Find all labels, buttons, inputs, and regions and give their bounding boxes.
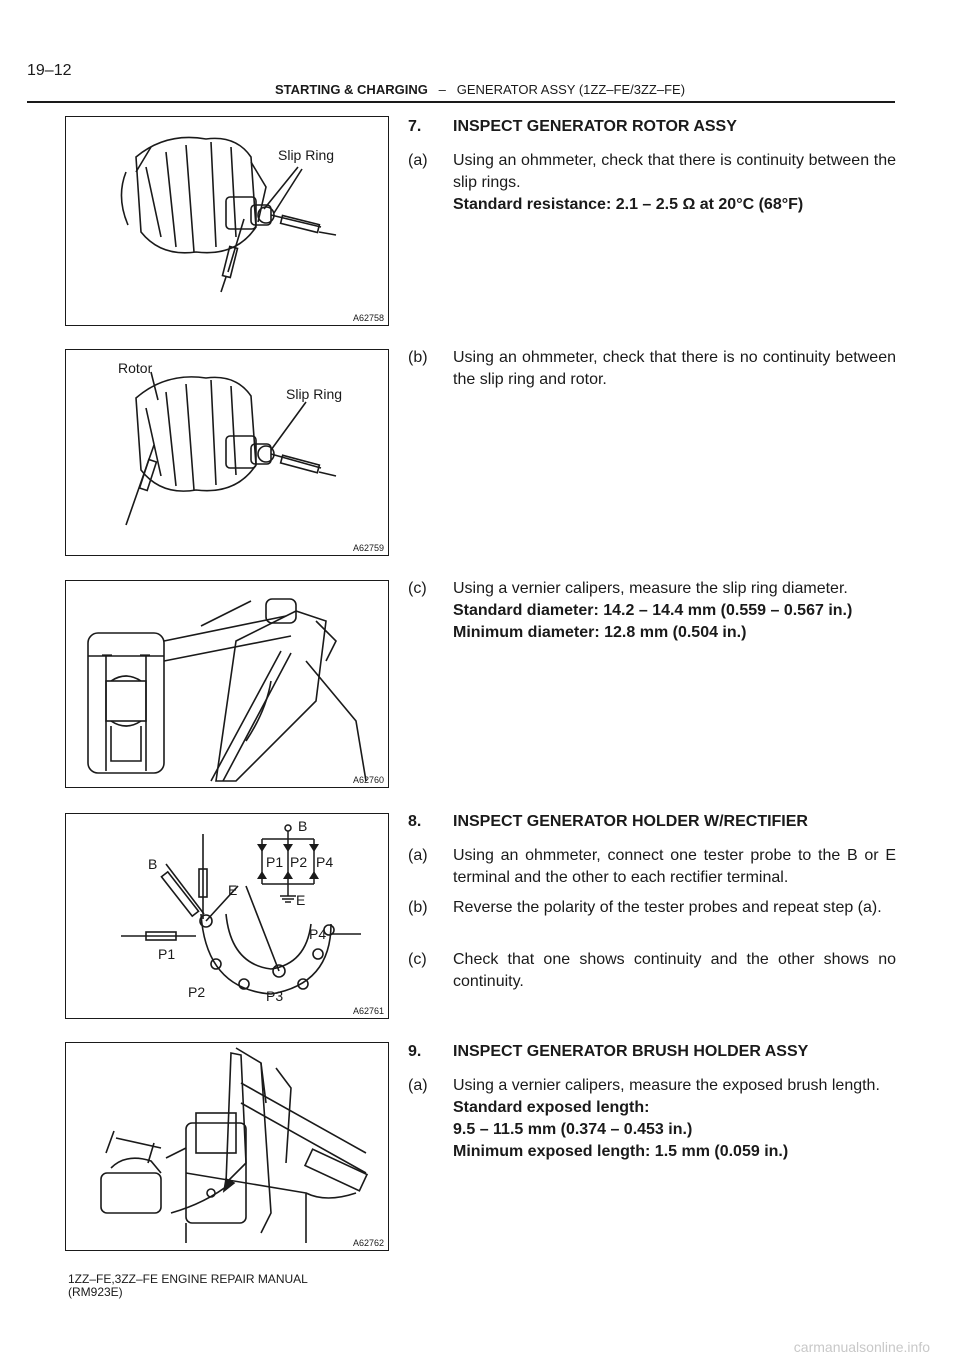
section-9 xyxy=(408,1041,896,1063)
label-e-terminal: E xyxy=(228,882,238,898)
substep-text: Using a vernier calipers, measure the slip ring diameter. xyxy=(453,580,848,597)
step-number: 9. xyxy=(408,1043,422,1060)
footer-manual-title: 1ZZ–FE,3ZZ–FE ENGINE REPAIR MANUAL xyxy=(68,1272,308,1286)
label-p4-terminal: P4 xyxy=(309,926,327,942)
section-8 xyxy=(408,811,896,833)
figure-id: A62761 xyxy=(352,1006,384,1016)
section-7 xyxy=(408,116,896,138)
step-7c xyxy=(408,578,896,644)
step-title: INSPECT GENERATOR ROTOR ASSY xyxy=(453,118,737,135)
substep-key: (c) xyxy=(408,580,427,597)
label-slip-ring: Slip Ring xyxy=(286,386,343,402)
substep-text: Using a vernier calipers, measure the exposed brush length. xyxy=(453,1077,880,1094)
label-p2: P2 xyxy=(290,854,308,870)
substep-key: (c) xyxy=(408,951,427,968)
label-e-ground: E xyxy=(296,892,306,908)
step-title: INSPECT GENERATOR BRUSH HOLDER ASSY xyxy=(453,1043,809,1060)
label-p4: P4 xyxy=(316,854,334,870)
figure-id: A62759 xyxy=(352,543,384,553)
watermark: carmanualsonline.info xyxy=(793,1339,930,1355)
substep-key: (b) xyxy=(408,349,428,366)
substep-key: (a) xyxy=(408,152,428,169)
figure-rotor-slip-rings xyxy=(65,116,389,326)
spec-standard-resistance: Standard resistance: 2.1 – 2.5 Ω at 20°C (68°F) xyxy=(453,196,804,213)
section-7-heading xyxy=(408,116,896,138)
step-number: 8. xyxy=(408,813,422,830)
figure-id: A62760 xyxy=(352,775,384,785)
step-8c xyxy=(408,949,896,993)
substep-key: (a) xyxy=(408,1077,428,1094)
label-p2-terminal: P2 xyxy=(188,984,206,1000)
vernier-caliper-illustration xyxy=(66,581,388,787)
figure-brush-holder xyxy=(65,1042,389,1251)
figure-vernier-slip-ring xyxy=(65,580,389,788)
substep-text: Using an ohmmeter, connect one tester probe to the B or E terminal and the other to each rectifier terminal. xyxy=(453,847,896,886)
label-p1: P1 xyxy=(266,854,284,870)
header-separator: – xyxy=(438,82,446,97)
substep-key: (a) xyxy=(408,847,428,864)
step-number: 7. xyxy=(408,118,422,135)
spec-standard-exposed-length-label: Standard exposed length: xyxy=(453,1099,650,1116)
substep-text: Using an ohmmeter, check that there is continuity between the slip rings. xyxy=(453,152,896,191)
label-p1-terminal: P1 xyxy=(158,946,176,962)
step-8a xyxy=(408,845,896,889)
label-p3-terminal: P3 xyxy=(266,988,284,1004)
label-b-top: B xyxy=(298,818,308,834)
page-number: 19–12 xyxy=(27,62,72,79)
brush-holder-illustration xyxy=(66,1043,388,1250)
step-8b xyxy=(408,897,896,919)
header-section: STARTING & CHARGING xyxy=(274,82,428,97)
spec-standard-exposed-length: 9.5 – 11.5 mm (0.374 – 0.453 in.) xyxy=(453,1121,693,1138)
label-slip-ring: Slip Ring xyxy=(278,147,335,163)
page-footer xyxy=(68,1273,308,1299)
step-7b xyxy=(408,347,896,391)
figure-rectifier-holder xyxy=(65,813,389,1019)
header-rule xyxy=(27,101,895,103)
section-8-heading xyxy=(408,811,896,833)
step-9a xyxy=(408,1075,896,1163)
header-subsection: GENERATOR ASSY (1ZZ–FE/3ZZ–FE) xyxy=(456,82,686,97)
substep-text: Check that one shows continuity and the other shows no continuity. xyxy=(453,951,896,990)
spec-standard-diameter: Standard diameter: 14.2 – 14.4 mm (0.559 – 0.567 in.) xyxy=(453,602,853,619)
rectifier-illustration xyxy=(66,814,388,1018)
spec-minimum-diameter: Minimum diameter: 12.8 mm (0.504 in.) xyxy=(453,624,747,641)
page-header xyxy=(0,82,960,97)
figure-id: A62758 xyxy=(352,313,384,323)
substep-key: (b) xyxy=(408,899,428,916)
label-rotor: Rotor xyxy=(118,360,153,376)
step-7a xyxy=(408,150,896,216)
figure-id: A62762 xyxy=(352,1238,384,1248)
rotor-rotor-illustration xyxy=(66,350,388,555)
substep-text: Reverse the polarity of the tester probes and repeat step (a). xyxy=(453,899,882,916)
figure-rotor-continuity xyxy=(65,349,389,556)
footer-manual-code: (RM923E) xyxy=(68,1285,123,1299)
step-title: INSPECT GENERATOR HOLDER W/RECTIFIER xyxy=(453,813,808,830)
rotor-illustration xyxy=(66,117,388,325)
substep-text: Using an ohmmeter, check that there is no continuity between the slip ring and rotor. xyxy=(453,349,896,388)
section-9-heading xyxy=(408,1041,896,1063)
spec-minimum-exposed-length: Minimum exposed length: 1.5 mm (0.059 in.) xyxy=(453,1143,789,1160)
label-b-terminal: B xyxy=(148,856,158,872)
